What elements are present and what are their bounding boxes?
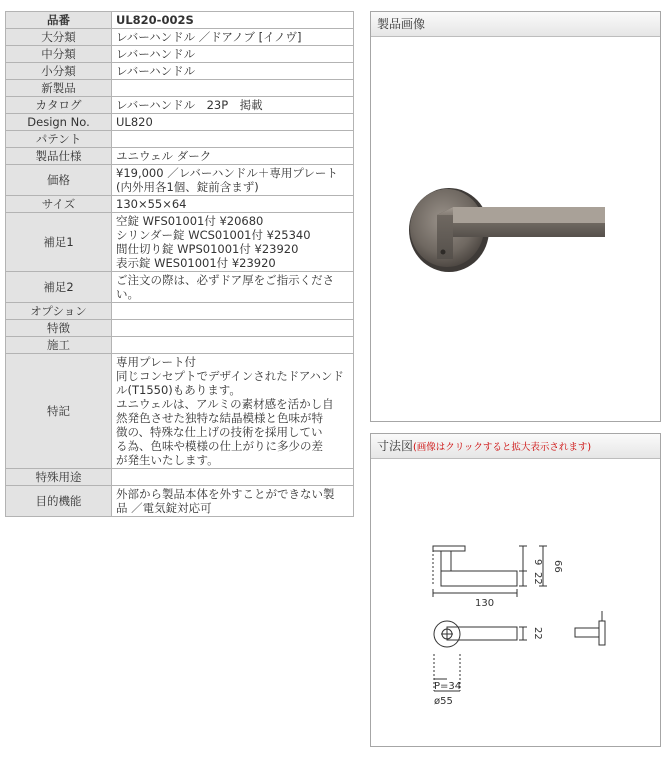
spec-key: Design No.	[6, 114, 112, 131]
dimension-title-text: 寸法図	[377, 439, 414, 453]
spec-key: 特徴	[6, 320, 112, 337]
spec-key: 施工	[6, 337, 112, 354]
spec-key: カタログ	[6, 97, 112, 114]
spec-row	[6, 196, 354, 213]
dim-diameter-label: ø55	[434, 696, 453, 707]
spec-row	[6, 12, 354, 29]
spec-row	[6, 165, 354, 196]
spec-value: 専用プレート付 同じコンセプトでデザインされたドアハンド ル(T1550)もあります。 ユニウェルは、アルミの素材感を活かし自 然発色させた独特な結晶模様と色味が特 徴の、特殊な仕上げの技術を採用してい る為、色味や模様の仕上がりに多少の差 が発生いたします。	[112, 354, 354, 469]
dimension-drawing-panel	[370, 433, 661, 747]
spec-value	[112, 131, 354, 148]
product-image-panel	[370, 11, 661, 422]
spec-key: 補足2	[6, 272, 112, 303]
spec-row	[6, 486, 354, 517]
product-image-title: 製品画像	[371, 12, 660, 37]
spec-row	[6, 469, 354, 486]
spec-row	[6, 131, 354, 148]
spec-key: 小分類	[6, 63, 112, 80]
spec-value: 外部から製品本体を外すことができない製 品 ／電気錠対応可	[112, 486, 354, 517]
spec-key: オプション	[6, 303, 112, 320]
spec-value	[112, 469, 354, 486]
spec-row	[6, 63, 354, 80]
spec-key: 大分類	[6, 29, 112, 46]
spec-value: ¥19,000 ／レバーハンドル＋専用プレート (内外用各1個、錠前含まず)	[112, 165, 354, 196]
dim-pitch-label: P=34	[434, 681, 462, 692]
spec-key: 新製品	[6, 80, 112, 97]
spec-key: 目的機能	[6, 486, 112, 517]
spec-value: ご注文の際は、必ずドア厚をご指示くださ い。	[112, 272, 354, 303]
dimension-drawing[interactable]	[371, 459, 660, 746]
spec-key: 特殊用途	[6, 469, 112, 486]
spec-value: レバーハンドル 23P 掲載	[112, 97, 354, 114]
spec-row	[6, 272, 354, 303]
spec-value: レバーハンドル	[112, 63, 354, 80]
spec-row	[6, 303, 354, 320]
spec-row	[6, 213, 354, 272]
spec-value: 空錠 WFS01001付 ¥20680 シリンダー錠 WCS01001付 ¥25340 間仕切り錠 WPS01001付 ¥23920 表示錠 WES01001付 ¥23920	[112, 213, 354, 272]
spec-key: 価格	[6, 165, 112, 196]
dimension-drawing-title	[371, 434, 660, 459]
spec-key: パテント	[6, 131, 112, 148]
dim-total-h-label: 66	[552, 560, 563, 573]
dimension-enlarge-note: (画像はクリックすると拡大表示されます)	[413, 442, 592, 453]
spec-value: ユニウェル ダーク	[112, 148, 354, 165]
spec-table	[5, 11, 354, 517]
spec-row	[6, 337, 354, 354]
spec-value	[112, 303, 354, 320]
spec-value: レバーハンドル	[112, 46, 354, 63]
spec-row	[6, 148, 354, 165]
spec-row	[6, 354, 354, 469]
spec-row	[6, 29, 354, 46]
spec-row	[6, 80, 354, 97]
spec-row	[6, 97, 354, 114]
spec-row	[6, 46, 354, 63]
spec-key: サイズ	[6, 196, 112, 213]
dim-lever-h-label: 22	[532, 572, 543, 585]
spec-key: 製品仕様	[6, 148, 112, 165]
spec-key: 特記	[6, 354, 112, 469]
spec-row	[6, 320, 354, 337]
product-image[interactable]	[371, 37, 660, 421]
spec-value: レバーハンドル ／ドアノブ [イノヴ]	[112, 29, 354, 46]
spec-row	[6, 114, 354, 131]
dim-plate-h-label: 9	[532, 559, 543, 566]
spec-value: UL820-002S	[112, 12, 354, 29]
spec-key: 補足1	[6, 213, 112, 272]
spec-key: 品番	[6, 12, 112, 29]
spec-value: 130×55×64	[112, 196, 354, 213]
spec-key: 中分類	[6, 46, 112, 63]
dim-width-label: 130	[475, 598, 495, 609]
spec-value	[112, 337, 354, 354]
spec-value	[112, 80, 354, 97]
dim-front-h-label: 22	[532, 627, 543, 640]
spec-value: UL820	[112, 114, 354, 131]
spec-value	[112, 320, 354, 337]
